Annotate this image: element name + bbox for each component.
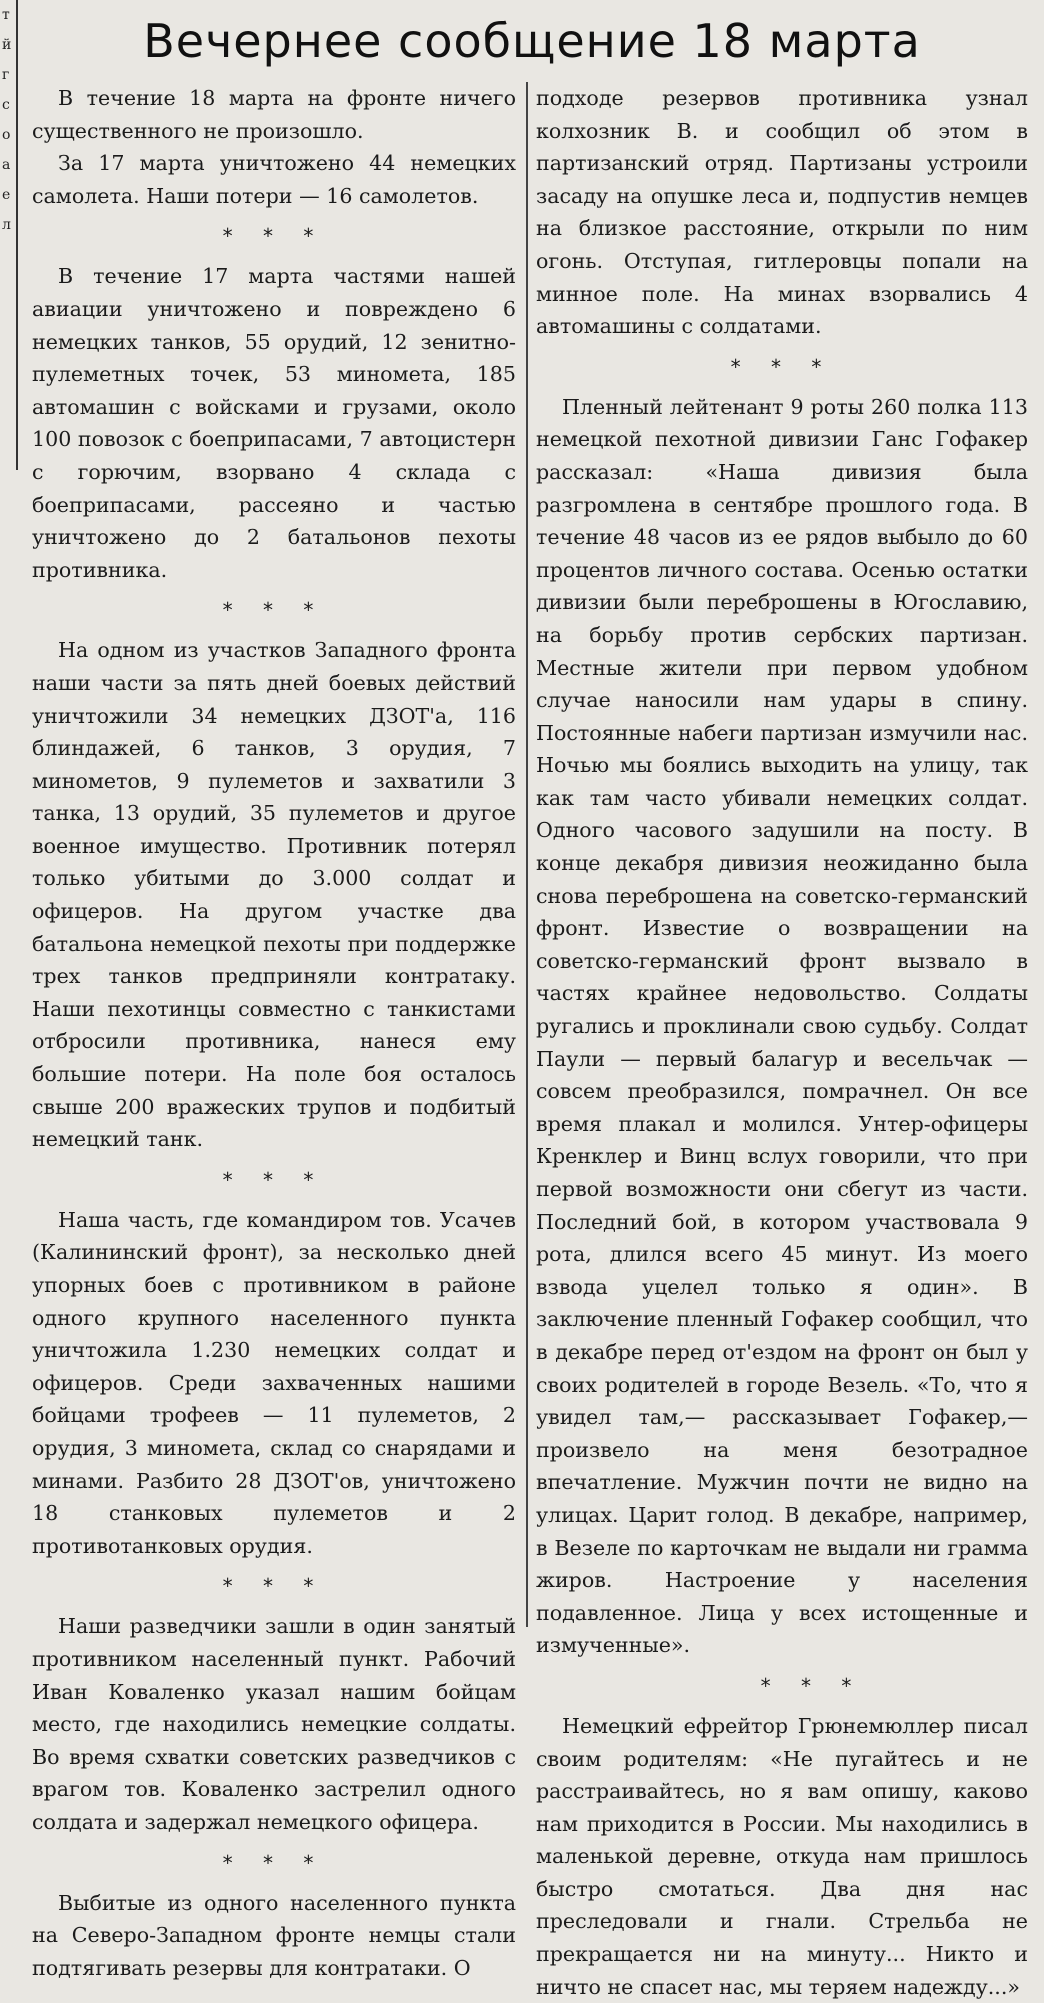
margin-fragment: т	[2, 7, 10, 23]
paragraph: Наша часть, где командиром тов. Усачев (Калининский фронт), за несколько дней упорных боев с противником в районе одного крупного населенного пункта уничтожила 1.230 немецких солдат и офицеров. Среди захваченных нашими бойцами трофеев — 11 пулеметов, 2 орудия, 3 миномета, склад со снарядами и минами. Разбито 28 ДЗОТ'ов, уничтожено 18 станковых пулеметов и 2 противотанковых орудия.	[32, 1207, 516, 1558]
section-separator: * * *	[760, 1673, 864, 1698]
paragraph: Выбитые из одного населенного пункта на Северо-Западном фронте немцы стали подтягивать резервы для контратаки. О	[32, 1890, 516, 1980]
paragraph: В течение 17 марта частями нашей авиации уничтожено и повреждено 6 немецких танков, 55 орудий, 12 зенитно-пулеметных точек, 53 миномета, 185 автомашин с войсками и грузами, около 100 повозок с боеприпасами, 7 автоцистерн с горючим, взорвано 4 склада с боеприпасами, рассеяно и частью уничтожено до 2 батальонов пехоты противника.	[32, 264, 516, 582]
margin-fragment: е	[2, 187, 11, 203]
margin-fragment: г	[2, 67, 10, 83]
paragraph: За 17 марта уничтожено 44 немецких самолета. Наши потери — 16 самолетов.	[32, 151, 516, 208]
margin-fragment: й	[2, 37, 12, 53]
right-column	[536, 82, 1028, 2003]
article-headline: Вечернее сообщение 18 марта	[143, 14, 921, 68]
margin-fragment: о	[2, 127, 11, 143]
section-separator: * * *	[730, 354, 834, 379]
margin-fragment: с	[2, 97, 10, 113]
left-column	[32, 82, 516, 1984]
section-separator: * * *	[222, 224, 326, 249]
paragraph: В течение 18 марта на фронте ничего существенного не произошло.	[32, 86, 516, 143]
paragraph: Немецкий ефрейтор Грюнемюллер писал своим родителям: «Не пугайтесь и не расстраивайтесь, но я вам опишу, каково нам приходится в России. Мы находились в маленькой деревне, откуда нам пришлось быстро смотаться. Два дня нас преследовали и гнали. Стрельба не прекращается ни на минуту... Никто и ничто не спасет нас, мы теряем надежду...»	[536, 1713, 1028, 1999]
column-divider	[526, 82, 528, 1627]
section-separator: * * *	[222, 1574, 326, 1599]
section-separator: * * *	[222, 1850, 326, 1875]
left-margin-fragments	[0, 0, 18, 470]
paragraph: Наши разведчики зашли в один занятый противником населенный пункт. Рабочий Иван Коваленко указал нашим бойцам место, где находились немецкие солдаты. Во время схватки советских разведчиков с врагом тов. Коваленко застрелил одного солдата и задержал немецкого офицера.	[32, 1614, 516, 1834]
paragraph: На одном из участков Западного фронта наши части за пять дней боевых действий уничтожили 34 немецких ДЗОТ'а, 116 блиндажей, 6 танков, 3 орудия, 7 минометов, 9 пулеметов и захватили 3 танка, 13 орудий, 35 пулеметов и другое военное имущество. Противник потерял только убитыми до 3.000 солдат и офицеров. На другом участке два батальона немецкой пехоты при поддержке трех танков предприняли контратаку. Наши пехотинцы совместно с танкистами отбросили противника, нанеся ему большие потери. На поле боя осталось свыше 200 вражеских трупов и подбитый немецкий танк.	[32, 638, 516, 1152]
margin-fragment: а	[2, 157, 11, 173]
section-separator: * * *	[222, 1167, 326, 1192]
paragraph-continued: подходе резервов противника узнал колхозник В. и сообщил об этом в партизанский отряд. Партизаны устроили засаду на опушке леса и, подпустив немцев на близкое расстояние, открыли по ним огонь. Отступая, гитлеровцы попали на минное поле. На минах взорвались 4 автомашины с солдатами.	[536, 86, 1028, 339]
paragraph: Пленный лейтенант 9 роты 260 полка 113 немецкой пехотной дивизии Ганс Гофакер рассказал: «Наша дивизия была разгромлена в сентябре прошлого года. В течение 48 часов из ее рядов выбыло до 60 процентов личного состава. Осенью остатки дивизии были переброшены в Югославию, на борьбу против сербских партизан. Местные жители при первом удобном случае наносили нам удары в спину. Постоянные набеги партизан измучили нас. Ночью мы боялись выходить на улицу, так как там часто убивали немецких солдат. Одного часового задушили на посту. В конце декабря дивизия неожиданно была снова переброшена на советско-германский фронт. Известие о возвращении на советско-германский фронт вызвало в частях крайнее недовольство. Солдаты ругались и проклинали свою судьбу. Солдат Паули — первый балагур и весельчак — совсем преобразился, помрачнел. Он все время плакал и молился. Унтер-офицеры Кренклер и Винц вслух говорили, что при первой возможности они сбегут из части. Последний бой, в котором участвовала 9 рота, длился всего 45 минут. Из моего взвода уцелел только я один». В заключение пленный Гофакер сообщил, что в декабре перед от'ездом на фронт он был у своих родителей в городе Везель. «То, что я увидел там,— рассказывает Гофакер,— произвело на меня безотрадное впечатление. Мужчин почти не видно на улицах. Царит голод. В декабре, например, в Везеле по карточкам не выдали ни грамма жиров. Настроение у населения подавленное. Лица у всех истощенные и измученные».	[536, 394, 1028, 1658]
section-separator: * * *	[222, 598, 326, 623]
margin-fragment: л	[2, 217, 11, 233]
